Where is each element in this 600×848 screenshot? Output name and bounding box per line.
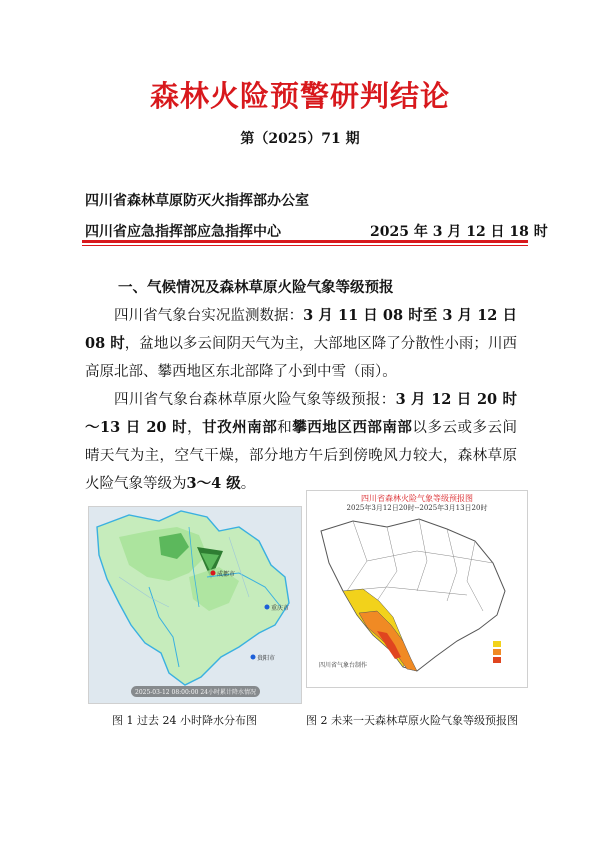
issuing-office-1: 四川省森林草原防灭火指挥部办公室 [85, 193, 309, 209]
para2-end: 。 [240, 476, 256, 492]
para1-period: 3 月 11 日 08 时至 3 月 12 日 08 时 [85, 307, 517, 352]
fire-risk-map [306, 490, 528, 688]
para2-and: 和 [277, 420, 293, 436]
place-label: 成都市 [217, 571, 236, 578]
place-label: 贵阳市 [257, 655, 276, 662]
fire-map-title: 四川省森林火险气象等级预报图 [361, 494, 473, 503]
para1-lead: 四川省气象台实况监测数据： [114, 308, 304, 324]
fire-risk-map-graphic [307, 491, 527, 687]
place-label: 重庆市 [271, 605, 290, 612]
paragraph-observation [85, 302, 517, 386]
legend-swatch-3 [493, 641, 501, 647]
para2-period: 3 月 12 日 20 时～13 日 20 时 [85, 391, 518, 436]
legend-swatch-4 [493, 649, 501, 655]
header-divider-thin [82, 245, 528, 246]
figure2-caption: 图 2 未来一天森林草原火险气象等级预报图 [306, 714, 518, 727]
para2-region1: 甘孜州南部 [202, 419, 278, 436]
para1-rest: ，盆地以多云间阴天气为主，大部地区降了分散性小雨；川西高原北部、攀西地区东北部降了小到中雪（雨）。 [85, 336, 517, 380]
legend-swatch-5 [493, 657, 501, 663]
figure1-caption: 图 1 过去 24 小时降水分布图 [112, 714, 257, 727]
para2-comma: ， [187, 420, 203, 436]
issuing-office-2: 四川省应急指挥部应急指挥中心 [85, 224, 281, 240]
issue-number: 第（2025）71 期 [240, 131, 360, 147]
paragraph-forecast [85, 386, 517, 498]
precipitation-map [88, 506, 302, 704]
section-heading: 一、气候情况及森林草原火险气象等级预报 [118, 280, 394, 296]
fire-map-subtitle: 2025年3月12日20时--2025年3月13日20时 [346, 504, 488, 512]
para2-middle: 以多云或多云间晴天气为主，空气干燥，部分地方午后到傍晚风力较大，森林草原火险气象等级为 [85, 420, 518, 492]
header-divider-thick [82, 240, 528, 243]
document-title: 森林火险预警研判结论 [149, 79, 450, 113]
fire-map-credit: 四川省气象台制作 [319, 662, 368, 669]
para2-region2: 攀西地区西部南部 [292, 419, 413, 436]
precipitation-map-graphic [89, 507, 301, 703]
para2-level: 3～4 级 [186, 475, 241, 492]
map-timestamp: 2025-03-12 08:00:00 24小时累计降水情况 [131, 686, 260, 697]
para2-lead: 四川省气象台森林草原火险气象等级预报： [114, 392, 396, 408]
issue-date: 2025 年 3 月 12 日 18 时 [370, 224, 548, 240]
